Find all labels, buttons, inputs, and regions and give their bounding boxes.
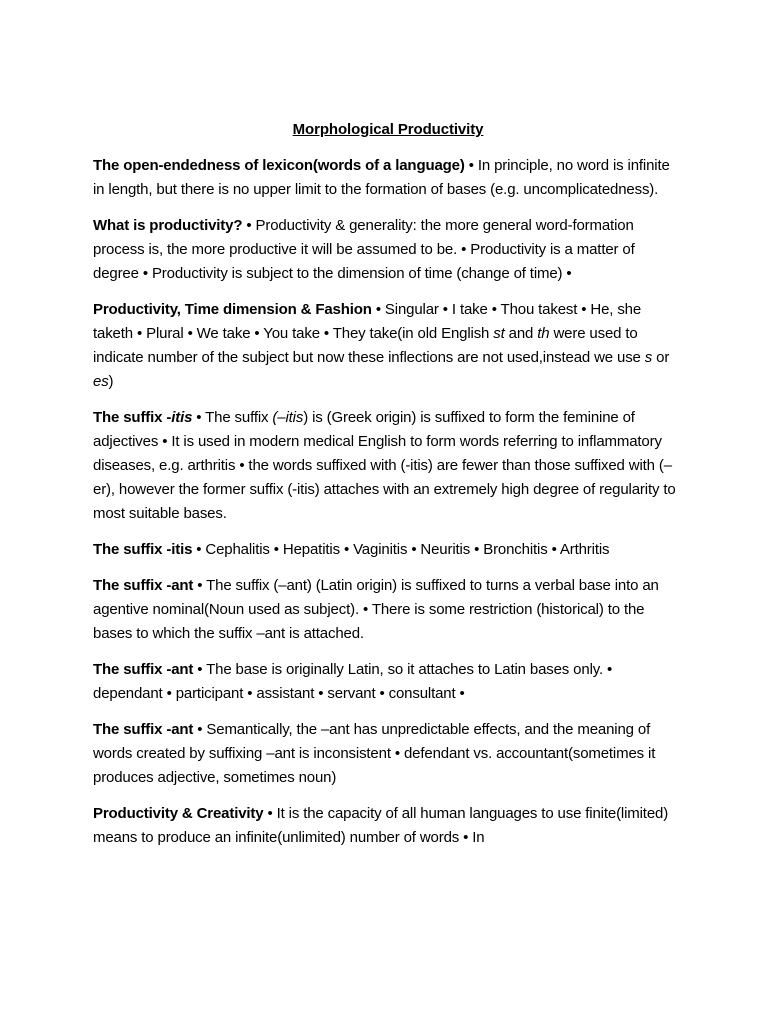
paragraph-suffix-ant-semantics (93, 718, 683, 790)
paragraph-body: • The suffix (192, 409, 273, 426)
paragraph-heading: Productivity & Creativity (93, 805, 264, 822)
paragraph-body: • It is the capacity of all human languages to use finite(limited) means to produce an infinite(unlimited) number of words • In (93, 805, 669, 846)
paragraph-body: • Productivity & generality: the more general word-formation process is, the more productive it will be assumed to be. • Productivity is a matter of degree • Productivity is subject to the dimension of time (change of time) • (93, 217, 635, 282)
paragraph-heading: The suffix -ant (93, 721, 194, 738)
italic-term: s (644, 349, 653, 366)
paragraph-what-is-productivity (93, 214, 683, 286)
paragraph-body: • The base is originally Latin, so it attaches to Latin bases only. • dependant • participant • assistant • servant • consultant • (93, 661, 613, 702)
paragraph-body: • The suffix (–ant) (Latin origin) is suffixed to turns a verbal base into an agentive nominal(Noun used as subject). • There is some restriction (historical) to the bases to which the suffix –ant is attached. (93, 577, 659, 642)
paragraph-body: ) is (Greek origin) is suffixed to form the feminine of adjectives • It is used in modern medical English to form words referring to inflammatory diseases, e.g. arthritis • the words suffixed with (-itis) are fewer than those suffixed with (–er), however the former suffix (-itis) attaches with an extremely high degree of regularity to most suitable bases. (93, 409, 676, 522)
italic-term: st (493, 325, 505, 342)
paragraph-heading: Productivity, Time dimension & Fashion (93, 301, 372, 318)
paragraph-heading: The suffix -ant (93, 577, 194, 594)
paragraph-heading (93, 409, 192, 426)
paragraph-heading: What is productivity? (93, 217, 243, 234)
paragraph-open-endedness (93, 154, 683, 202)
paragraph-body: • Semantically, the –ant has unpredictable effects, and the meaning of words created by suffixing –ant is inconsistent • defendant vs. accountant(sometimes it produces adjective, sometimes noun) (93, 721, 656, 786)
paragraph-body: and (504, 325, 538, 342)
heading-italic: itis (171, 409, 193, 426)
italic-term: (–itis (272, 409, 304, 426)
paragraph-suffix-itis-definition (93, 406, 683, 526)
document-page (93, 118, 683, 862)
paragraph-body: • Singular • I take • Thou takest • He, she taketh • Plural • We take • You take • They take(in old English (93, 301, 642, 342)
paragraph-body: • Cephalitis • Hepatitis • Vaginitis • Neuritis • Bronchitis • Arthritis (192, 541, 610, 558)
paragraph-body: were used to indicate number of the subject but now these inflections are not used,instead we use (93, 325, 645, 366)
paragraph-heading: The suffix -ant (93, 661, 194, 678)
paragraph-suffix-itis-examples (93, 538, 683, 562)
italic-term: es (93, 373, 109, 390)
paragraph-suffix-ant-definition (93, 574, 683, 646)
paragraph-productivity-creativity (93, 802, 683, 850)
paragraph-suffix-ant-latin (93, 658, 683, 706)
document-title: Morphological Productivity (292, 121, 484, 138)
paragraph-heading: The open-endedness of lexicon(words of a language) (93, 157, 465, 174)
paragraph-body: • In principle, no word is infinite in length, but there is no upper limit to the formation of bases (e.g. uncomplicatedness). (93, 157, 670, 198)
paragraph-body: ) (108, 373, 114, 390)
italic-term: th (537, 325, 550, 342)
paragraph-heading: The suffix -itis (93, 541, 193, 558)
paragraph-body: or (652, 349, 670, 366)
heading-text: The suffix - (93, 409, 172, 426)
paragraph-time-dimension (93, 298, 683, 394)
